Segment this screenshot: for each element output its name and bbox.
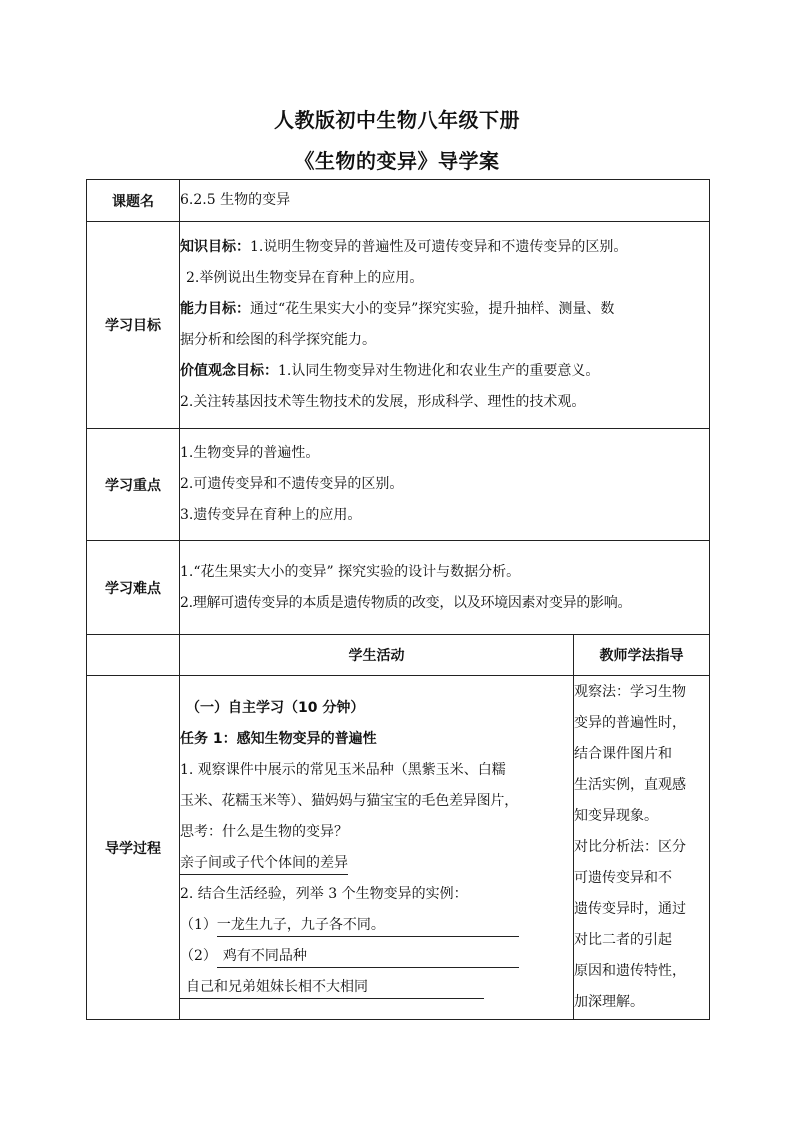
ability-line-1 [180, 294, 709, 325]
process-label: 导学过程 [87, 676, 180, 1020]
document-title: 人教版初中生物八年级下册 [274, 108, 520, 132]
lesson-plan-table [86, 179, 710, 1020]
objectives-label: 学习目标 [87, 222, 180, 429]
value-line-2: 2.关注转基因技术等生物技术的发展，形成科学、理性的技术观。 [180, 394, 586, 410]
student-activity-content [180, 676, 574, 1020]
example-1-number: （1） [180, 916, 217, 933]
guidance-line: 观察法：学习生物 [574, 684, 686, 700]
topic-label: 课题名 [87, 180, 180, 222]
question-2: 2. 结合生活经验，列举 3 个生物变异的实例： [180, 885, 468, 902]
guidance-line: 遗传变异时，通过 [574, 901, 686, 917]
example-2-line [180, 941, 573, 972]
guidance-line: 可遗传变异和不 [574, 870, 672, 886]
guidance-line: 变异的普遍性时， [574, 715, 686, 731]
example-3-answer: 自己和兄弟姐妹长相不大相同 [180, 976, 484, 999]
ability-label: 能力目标： [180, 301, 250, 317]
guidance-line: 对比分析法：区分 [574, 839, 686, 855]
knowledge-label: 知识目标： [180, 239, 250, 255]
guidance-line: 知变异现象。 [574, 808, 658, 824]
example-3-line [180, 972, 573, 1003]
document-subtitle: 《生物的变异》导学案 [294, 149, 500, 173]
difficulties-content [180, 541, 710, 635]
ability-line-2: 据分析和绘图的科学探究能力。 [180, 332, 376, 348]
example-2-answer: 鸡有不同品种 [217, 945, 519, 968]
knowledge-line-2: 2.举例说出生物变异在育种上的应用。 [186, 270, 424, 286]
key-points-content [180, 429, 710, 541]
example-2-number: （2） [180, 947, 217, 964]
key-points-label: 学习重点 [87, 429, 180, 541]
key-point-item: 2.可遗传变异和不遗传变异的区别。 [180, 476, 404, 492]
key-points-row [87, 429, 710, 541]
knowledge-text-1: 1.说明生物变异的普遍性及可遗传变异和不遗传变异的区别。 [250, 239, 628, 255]
guidance-line: 生活实例，直观感 [574, 777, 686, 793]
difficulty-item: 2.理解可遗传变异的本质是遗传物质的改变，以及环境因素对变异的影响。 [180, 594, 632, 611]
guidance-line: 结合课件图片和 [574, 746, 672, 762]
answer-1: 亲子间或子代个体间的差异 [180, 852, 348, 875]
guidance-line: 原因和遗传特性， [574, 963, 686, 979]
topic-value: 6.2.5 生物的变异 [180, 180, 710, 222]
objectives-content [180, 222, 710, 429]
section-heading: （一）自主学习（10 分钟） [186, 699, 365, 716]
example-1-answer: 一龙生九子，九子各不同。 [217, 914, 519, 937]
topic-row [87, 180, 710, 222]
question-1-line-2: 玉米、花糯玉米等）、猫妈妈与猫宝宝的毛色差异图片， [180, 792, 518, 809]
activity-header-row [87, 635, 710, 676]
value-line-1 [180, 356, 709, 387]
difficulties-label: 学习难点 [87, 541, 180, 635]
question-1-line-3: 思考：什么是生物的变异？ [180, 823, 348, 840]
key-point-item: 3.遗传变异在育种上的应用。 [180, 507, 362, 523]
teacher-guidance-header: 教师学法指导 [574, 635, 710, 676]
guidance-line: 对比二者的引起 [574, 932, 672, 948]
answer-1-line [180, 848, 573, 879]
task-heading: 任务 1：感知生物变异的普遍性 [180, 730, 377, 747]
question-1-line-1: 1. 观察课件中展示的常见玉米品种（黑紫玉米、白糯 [180, 761, 506, 778]
difficulties-row [87, 541, 710, 635]
key-point-item: 1.生物变异的普遍性。 [180, 445, 320, 461]
empty-header-cell [87, 635, 180, 676]
teacher-guidance-content [574, 676, 710, 1020]
difficulty-item: 1.“花生果实大小的变异” 探究实验的设计与数据分析。 [180, 563, 521, 580]
objectives-row [87, 222, 710, 429]
knowledge-line-1 [180, 232, 709, 263]
example-1-line [180, 910, 573, 941]
guidance-line: 加深理解。 [574, 994, 644, 1010]
value-label: 价值观念目标： [180, 363, 278, 379]
student-activity-header: 学生活动 [180, 635, 574, 676]
value-text-1: 1.认同生物变异对生物进化和农业生产的重要意义。 [278, 363, 600, 379]
process-row [87, 676, 710, 1020]
ability-text-1: 通过“花生果实大小的变异”探究实验，提升抽样、测量、数 [250, 301, 615, 317]
